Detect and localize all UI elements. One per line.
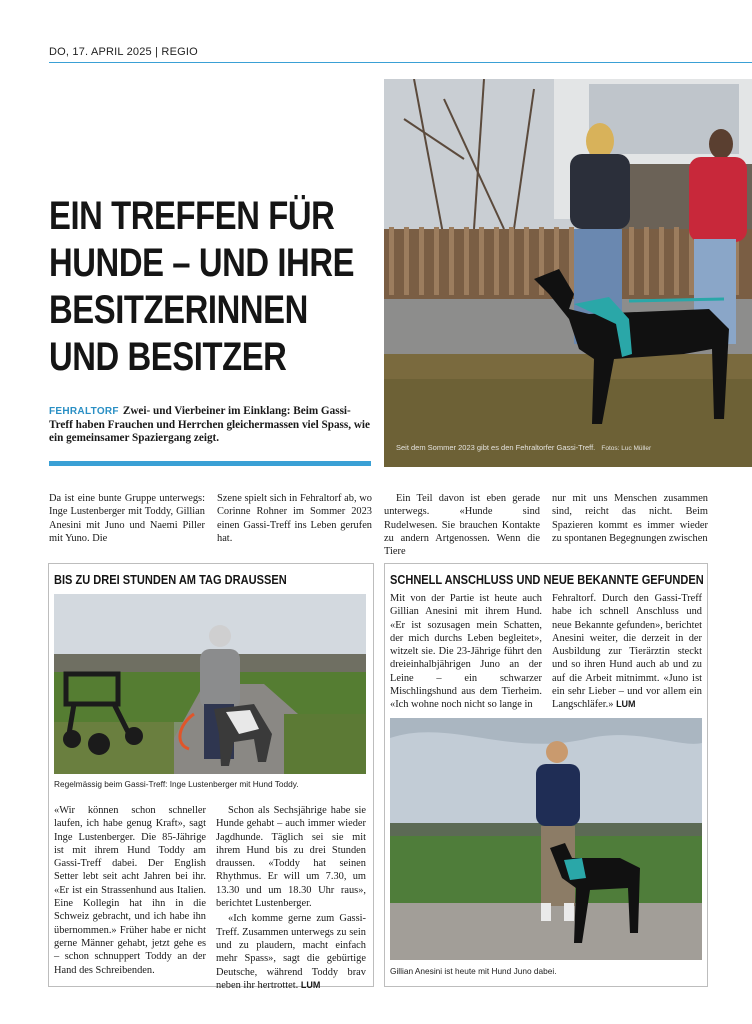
- photo-gillian: [390, 718, 702, 960]
- box-right-signature: LUM: [616, 699, 636, 710]
- box-left-title: BIS ZU DREI STUNDEN AM TAG DRAUSSEN: [54, 572, 287, 587]
- main-photo: [384, 79, 752, 467]
- box-right-title: SCHNELL ANSCHLUSS UND NEUE BEKANNTE GEFUNDEN: [390, 572, 704, 587]
- box-left-col1-text: «Wir können schon schneller laufen, ich habe genug Kraft», sagt Inge Lustenberger. Die 85-Jährige ist mit ihrem Hund Toddy am Gassi-Treff dabei. Der English Setter lebt seit acht Jahren bei ihr. «Er ist ein Strassenhund aus Italien. Eine Kollegin hat ihn in die Schweiz gebracht, und ich habe ihn übernommen.» Früher habe er nicht gerne Männer gehabt, jetzt gehe es – schon schnuppert Toddy an der Hand des Schreibenden.: [54, 805, 206, 976]
- sidebar-box-right: [384, 563, 708, 987]
- kicker-location: FEHRALTORF: [49, 406, 119, 417]
- box-left-photo-caption: Regelmässig beim Gassi-Treff: Inge Lustenberger mit Hund Toddy.: [54, 779, 299, 789]
- body-column-3: Ein Teil davon ist eben gerade unterwegs. «Hunde sind Rudelwesen. Sie brauchen Kontakte zu andern Artgenossen. Wenn die Tiere: [384, 493, 540, 558]
- lead-accent-bar: [49, 461, 371, 466]
- box-left-col2-para-2: «Ich komme gerne zum Gassi-Treff. Zusammen unterwegs zu sein und zu plaudern, macht einfach mehr Spass», sagt die gebürtige Deutsche, während Toddy brav neben ihr hertrottet.: [216, 913, 366, 991]
- box-right-column-1: Mit von der Partie ist heute auch Gillian Anesini mit ihrem Hund. «Er ist sozusagen mein Schatten, der mich durchs Leben begleitet», witzelt sie. Die 23-Jährige führt den dreieinhalbjährigen Juno an der Leine – ein schwarzer Mischlingshund aus dem Tierheim. «Ich wohne noch nicht so lange in: [390, 593, 542, 711]
- headline-line-4: UND BESITZER: [49, 335, 287, 379]
- photo-inge: [54, 594, 366, 774]
- body-column-1: Da ist eine bunte Gruppe unterwegs: Inge Lustenberger mit Toddy, Gillian Anesini mit Juno und Naemi Piller mit Yuno. Die: [49, 493, 205, 544]
- photo-credit: Fotos: Luc Müller: [601, 445, 652, 452]
- header-rule: [49, 62, 752, 63]
- box-right-column-2: [552, 592, 702, 712]
- lead-text: Zwei- und Vierbeiner im Einklang: Beim Gassi-Treff haben Frauchen und Herrchen gleichermassen viel Spass, wie ein gemeinsamer Spaziergang zeigt.: [49, 405, 371, 444]
- sidebar-box-left: [48, 563, 374, 991]
- photo-inge-toddy-icon: [54, 594, 366, 774]
- box-left-column-2: [216, 804, 366, 992]
- lead-paragraph: [49, 405, 371, 446]
- headline-line-2: HUNDE – UND IHRE: [49, 241, 355, 285]
- box-left-signature: LUM: [300, 979, 321, 990]
- box-right-photo-caption: Gillian Anesini ist heute mit Hund Juno dabei.: [390, 966, 557, 976]
- headline-line-1: EIN TREFFEN FÜR: [49, 194, 335, 238]
- box-left-column-1: [54, 804, 206, 977]
- body-column-2: Szene spielt sich in Fehraltorf ab, wo Corinne Rohner im Sommer 2023 einen Gassi-Treff ins Leben gerufen hat.: [217, 493, 372, 544]
- main-photo-caption: Seit dem Sommer 2023 gibt es den Fehraltorfer Gassi-Treff.: [396, 443, 596, 452]
- box-left-col2-para-1: Schon als Sechsjährige habe sie Hunde gehabt – auch immer wieder Jagdhunde. Täglich sei sie mit ihrem Hund bis zu drei Stunden draussen. «Toddy hat seinen Rhythmus. Er will um 7.30, um 13.30 und um 18.30 Uhr raus», berichtet Lustenberger.: [216, 805, 366, 910]
- box-right-col2-text: Fehraltorf. Durch den Gassi-Treff habe ich schnell Anschluss und neue Bekannte gefunden», berichtet Anesini weiter, die derzeit in der Ausbildung zur Tierärztin steckt und so ihren Hund auch ab und zu auf die Arbeit mitnimmt. «Juno ist ein sehr Lieber – und vor allem ein Langschläfer.»: [552, 593, 702, 711]
- dateline: DO, 17. APRIL 2025 | REGIO: [49, 46, 198, 58]
- body-column-4: nur mit uns Menschen zusammen sind, reicht das nicht. Beim Spazieren kommt es immer wieder zu spontanen Begegnungen zwischen: [552, 493, 708, 544]
- photo-gillian-juno-icon: [390, 718, 702, 960]
- main-photo-dogs-owners-icon: [384, 79, 752, 467]
- headline-line-3: BESITZERINNEN: [49, 288, 308, 332]
- headline: [49, 193, 355, 381]
